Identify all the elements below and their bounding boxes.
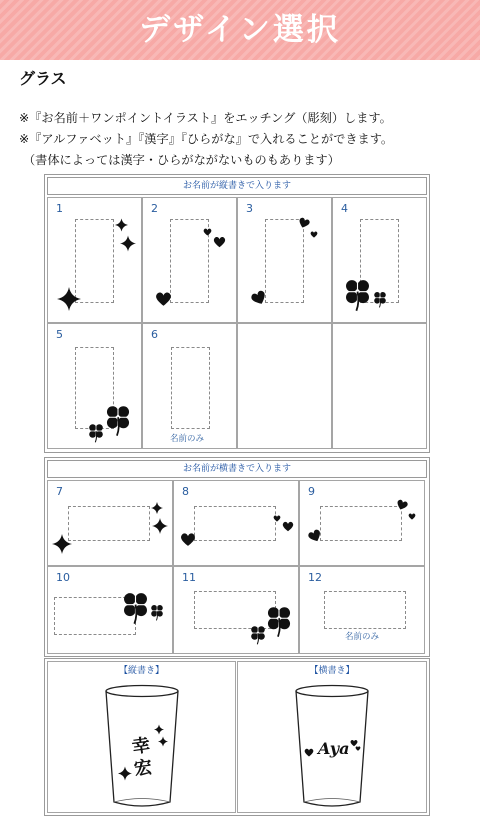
horizontal-example-label: 【横書き】 [309,666,355,676]
name-only-caption: 名前のみ [345,632,380,642]
sample-name-char: 宏 [132,756,154,781]
name-area [265,219,304,303]
empty-cell [237,323,332,449]
sample-name-text: Aya [318,739,350,758]
design-number: 5 [56,328,63,341]
horizontal-design-table [44,457,430,657]
clover-icon [373,291,387,308]
sparkle-icon [57,286,81,312]
heart-icon [304,748,314,757]
design-option-5[interactable] [47,323,142,449]
clover-icon [122,591,149,625]
name-area [68,506,150,541]
sparkle-icon [52,531,72,557]
heart-icon [282,521,294,532]
design-number: 9 [308,485,315,498]
design-number: 6 [151,328,158,341]
empty-cell [332,323,427,449]
sparkle-icon [152,517,168,535]
note-line-2: ※『アルファベット』『漢字』『ひらがな』で入れることができます。 [19,132,394,146]
heart-icon [273,515,281,522]
clover-icon [88,423,104,443]
design-number: 3 [246,202,253,215]
clover-icon [266,605,292,638]
design-number: 10 [56,571,70,584]
sparkle-icon [154,724,164,735]
glass-example-table [44,658,430,816]
design-option-4[interactable] [332,197,427,323]
vertical-design-table [44,174,430,453]
design-number: 2 [151,202,158,215]
heart-icon [296,213,313,232]
vertical-table-header: お名前が縦書きで入ります [47,177,427,195]
design-number: 8 [182,485,189,498]
heart-icon [155,291,172,307]
design-number: 11 [182,571,196,584]
clover-icon [344,278,371,312]
sparkle-icon [120,235,136,252]
sparkle-icon [158,736,168,747]
design-option-6[interactable] [142,323,237,449]
sparkle-icon [118,765,132,782]
design-option-1[interactable] [47,197,142,323]
name-only-caption: 名前のみ [170,434,205,444]
heart-icon [203,228,212,236]
horizontal-table-header: お名前が横書きで入ります [47,460,427,478]
design-number: 7 [56,485,63,498]
vertical-example-label: 【縦書き】 [118,666,164,676]
name-area [324,591,406,629]
clover-icon [250,625,266,645]
page-title: デザイン選択 [139,12,341,48]
heart-icon [213,236,226,248]
section-title: グラス [19,69,67,88]
design-number: 1 [56,202,63,215]
heart-icon [310,231,318,238]
name-area [194,591,276,629]
clover-icon [105,404,131,437]
heart-icon [355,746,361,751]
design-number: 4 [341,202,348,215]
heart-icon [180,532,196,547]
design-option-3[interactable] [237,197,332,323]
design-option-10[interactable] [47,566,173,654]
design-option-7[interactable] [47,480,173,566]
design-option-9[interactable] [299,480,425,566]
sparkle-icon [115,218,128,232]
design-option-12[interactable] [299,566,425,654]
note-line-3: （書体によっては漢字・ひらがながないものもあります） [23,153,340,167]
name-area [171,347,210,429]
design-option-8[interactable] [173,480,299,566]
clover-icon [150,604,164,621]
sample-name-char: 幸 [130,734,152,759]
design-option-11[interactable] [173,566,299,654]
design-number: 12 [308,571,322,584]
note-line-1: ※『お名前＋ワンポイントイラスト』をエッチング（彫刻）します。 [19,111,392,125]
heart-icon [408,513,416,520]
horizontal-example [237,661,427,813]
heart-icon [394,495,411,514]
sparkle-icon [151,501,163,515]
design-option-2[interactable] [142,197,237,323]
name-area [320,506,402,541]
name-area [194,506,276,541]
vertical-example [47,661,236,813]
